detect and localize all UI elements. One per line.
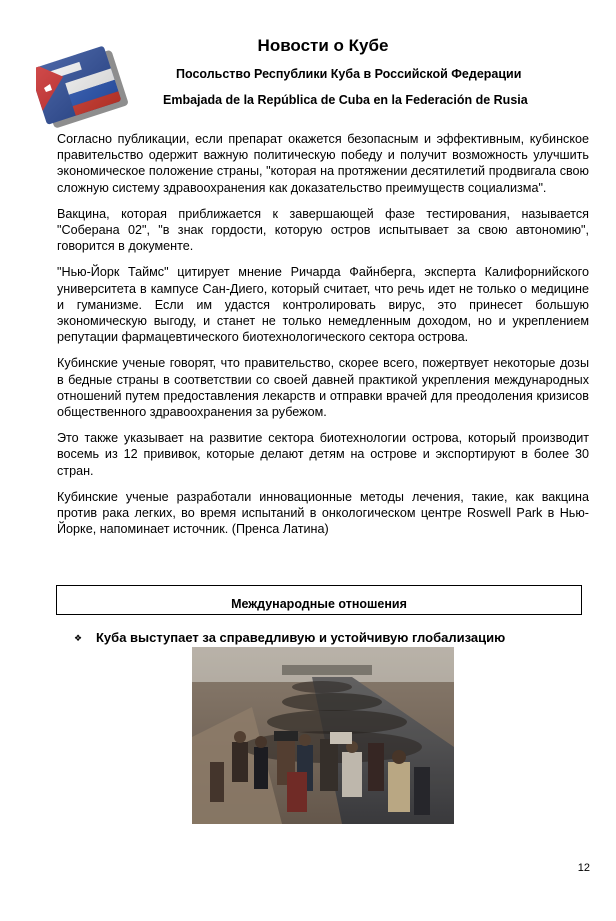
news-headline: Куба выступает за справедливую и устойчивую глобализацию [96,630,506,645]
embassy-name-spanish: Embajada de la República de Cuba en la Federación de Rusia [163,93,528,107]
article-body [57,131,589,547]
article-paragraph: Согласно публикации, если препарат окажется безопасным и эффективным, кубинское правительство одержит важную политическую победу и получит возможность улучшить экономическое положение страны, "которая на протяжении десятилетий продвигала свою сложную систему здравоохранения как доказательство преимуществ социализма". [57,132,589,195]
diamond-bullet-icon: ❖ [74,633,83,643]
migrants-crowd-image [192,647,454,824]
article-paragraph: "Нью-Йорк Таймс" цитирует мнение Ричарда Файнберга, эксперта Калифорнийского университета в кампусе Сан-Диего, который считает, что речь идет не только о медицине и гуманизме. Если им удастся контролировать вирус, это принесет большую экономическую выгоду, и станет не только немедленным доходом, но и укреплением репутации фармацевтического биотехнологического сектора острова. [57,265,589,345]
article-paragraph: Кубинские ученые говорят, что правительство, скорее всего, пожертвует некоторые дозы в бедные страны в соответствии со своей давней практикой укрепления международных отношений путем предоставления лекарств и отправки врачей для преодоления кризисов общественного здравоохранения за рубежом. [57,356,589,420]
article-paragraph: Это также указывает на развитие сектора биотехнологии острова, который производит восемь из 12 прививок, которые делают детям на острове и экспортируют в более 30 стран. [57,431,589,478]
news-photo [192,647,454,824]
article-paragraph: Кубинские ученые разработали инновационные методы лечения, такие, как вакцина против рака легких, во время испытаний в онкологическом центре Roswell Park в Нью-Йорке, напоминает источник. (Пренса Латина) [57,489,589,537]
embassy-name-russian: Посольство Республики Куба в Российской Федерации [176,67,522,81]
section-header-box [56,585,582,615]
article-paragraph: Вакцина, которая приближается к завершающей фазе тестирования, называется "Соберана 02", "в знак гордости, которую остров испытывает за свою автономию", говорится в документе. [57,206,589,254]
section-title: Международные отношения [231,597,407,611]
news-headline-item [74,630,505,645]
page-title: Новости о Кубе [257,36,389,55]
page-number: 12 [577,862,590,874]
